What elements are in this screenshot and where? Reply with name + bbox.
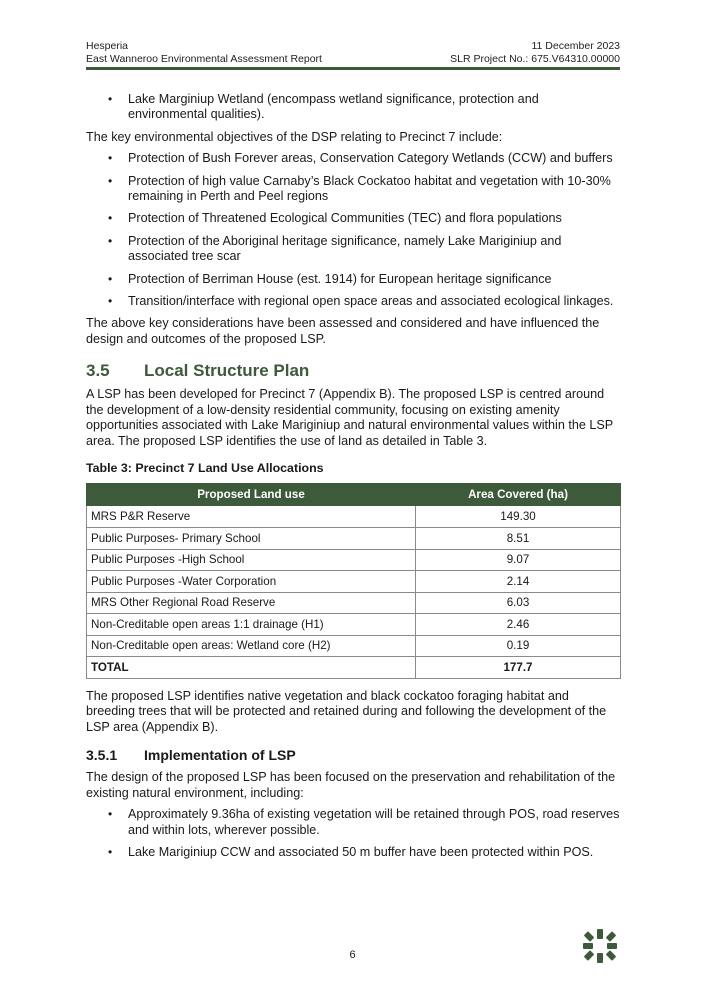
page-header — [86, 40, 620, 66]
section-body: A LSP has been developed for Precinct 7 (Appendix B). The proposed LSP is centred around the development of a low-density residential community, focusing on existing amenity opportunities associated with Lake Mariginiup and natural environmental values within the LSP area. The proposed LSP identifies the use of land as detailed in Table 3. — [86, 387, 613, 448]
subsection-heading — [86, 747, 620, 764]
objectives-list — [86, 151, 620, 309]
header-divider — [86, 67, 620, 70]
subsection-title: Implementation of LSP — [144, 747, 296, 764]
table-cell: MRS Other Regional Road Reserve — [87, 592, 416, 614]
header-project-number: SLR Project No.: 675.V64310.00000 — [450, 53, 620, 65]
table-cell: Non-Creditable open areas: Wetland core (H2) — [87, 635, 416, 657]
table-cell: Non-Creditable open areas 1:1 drainage (H1) — [87, 614, 416, 636]
table-row — [87, 635, 621, 657]
table-row — [87, 571, 621, 593]
bullet-icon: • — [108, 807, 113, 822]
table-cell: MRS P&R Reserve — [87, 506, 416, 528]
land-use-table — [86, 483, 621, 679]
slr-logo-icon — [582, 928, 618, 964]
table-cell: Public Purposes -Water Corporation — [87, 571, 416, 593]
table-cell: 0.19 — [416, 635, 621, 657]
list-item: • Protection of Bush Forever areas, Conservation Category Wetlands (CCW) and buffers — [108, 151, 613, 166]
table-row — [87, 592, 621, 614]
document-body — [86, 92, 620, 867]
list-item: • Protection of Berriman House (est. 1914) for European heritage significance — [108, 271, 552, 286]
implementation-list — [86, 807, 620, 860]
considerations-paragraph: The above key considerations have been assessed and considered and have influenced the design and outcomes of the proposed LSP. — [86, 316, 600, 346]
table-cell: 2.46 — [416, 614, 621, 636]
table-cell: 2.14 — [416, 571, 621, 593]
column-header-area: Area Covered (ha) — [416, 484, 621, 506]
table-cell: TOTAL — [87, 657, 416, 679]
bullet-icon: • — [108, 294, 113, 309]
table-cell: 8.51 — [416, 527, 621, 549]
table-cell: 149.30 — [416, 506, 621, 528]
table-caption: Table 3: Precinct 7 Land Use Allocations — [86, 460, 324, 475]
table-cell: Public Purposes- Primary School — [87, 527, 416, 549]
list-item: • Transition/interface with regional open space areas and associated ecological linkages. — [108, 294, 614, 309]
list-item: • Lake Mariginiup CCW and associated 50 m buffer have been protected within POS. — [108, 844, 594, 859]
bullet-icon: • — [108, 844, 113, 859]
list-item: • Protection of Threatened Ecological Communities (TEC) and flora populations — [108, 211, 562, 226]
table-total-row — [87, 657, 621, 679]
table-cell: 177.7 — [416, 657, 621, 679]
page-number: 6 — [349, 949, 356, 961]
intro-bullet-list — [86, 92, 620, 123]
subsection-body: The design of the proposed LSP has been focused on the preservation and rehabilitation of the existing natural environment, including: — [86, 770, 616, 800]
table-cell: 9.07 — [416, 549, 621, 571]
header-report-title: East Wanneroo Environmental Assessment Report — [86, 53, 322, 65]
bullet-icon: • — [108, 233, 113, 248]
bullet-icon: • — [108, 271, 113, 286]
subsection-number: 3.5.1 — [86, 747, 118, 764]
bullet-icon: • — [108, 92, 113, 106]
column-header-land-use: Proposed Land use — [87, 484, 416, 506]
bullet-icon: • — [108, 151, 113, 166]
section-heading — [86, 361, 620, 381]
table-cell: Public Purposes -High School — [87, 549, 416, 571]
table-row — [87, 506, 621, 528]
section-number: 3.5 — [86, 361, 110, 381]
header-date: 11 December 2023 — [531, 40, 620, 52]
list-item: • Protection of high value Carnaby’s Black Cockatoo habitat and vegetation with 10-30% remaining in Perth and Peel regions — [108, 173, 611, 204]
list-item: • Approximately 9.36ha of existing vegetation will be retained through POS, road reserves and within lots, wherever possible. — [108, 807, 620, 837]
table-row — [87, 614, 621, 636]
bullet-icon: • — [108, 211, 113, 226]
list-item: • Lake Marginiup Wetland (encompass wetland significance, protection and environmental qualities). — [108, 92, 539, 122]
table-row — [87, 549, 621, 571]
header-company: Hesperia — [86, 40, 129, 52]
table-row — [87, 527, 621, 549]
list-item: • Protection of the Aboriginal heritage significance, namely Lake Mariginiup and associated tree scar — [108, 233, 562, 264]
section-title: Local Structure Plan — [144, 361, 310, 381]
bullet-icon: • — [108, 173, 113, 188]
table-header-row — [87, 484, 621, 506]
after-table-paragraph: The proposed LSP identifies native vegetation and black cockatoo foraging habitat and breeding trees that will be protected and retained during and following the development of the LSP area (Appendix B). — [86, 689, 607, 734]
table-cell: 6.03 — [416, 592, 621, 614]
objectives-intro: The key environmental objectives of the DSP relating to Precinct 7 include: — [86, 129, 503, 144]
